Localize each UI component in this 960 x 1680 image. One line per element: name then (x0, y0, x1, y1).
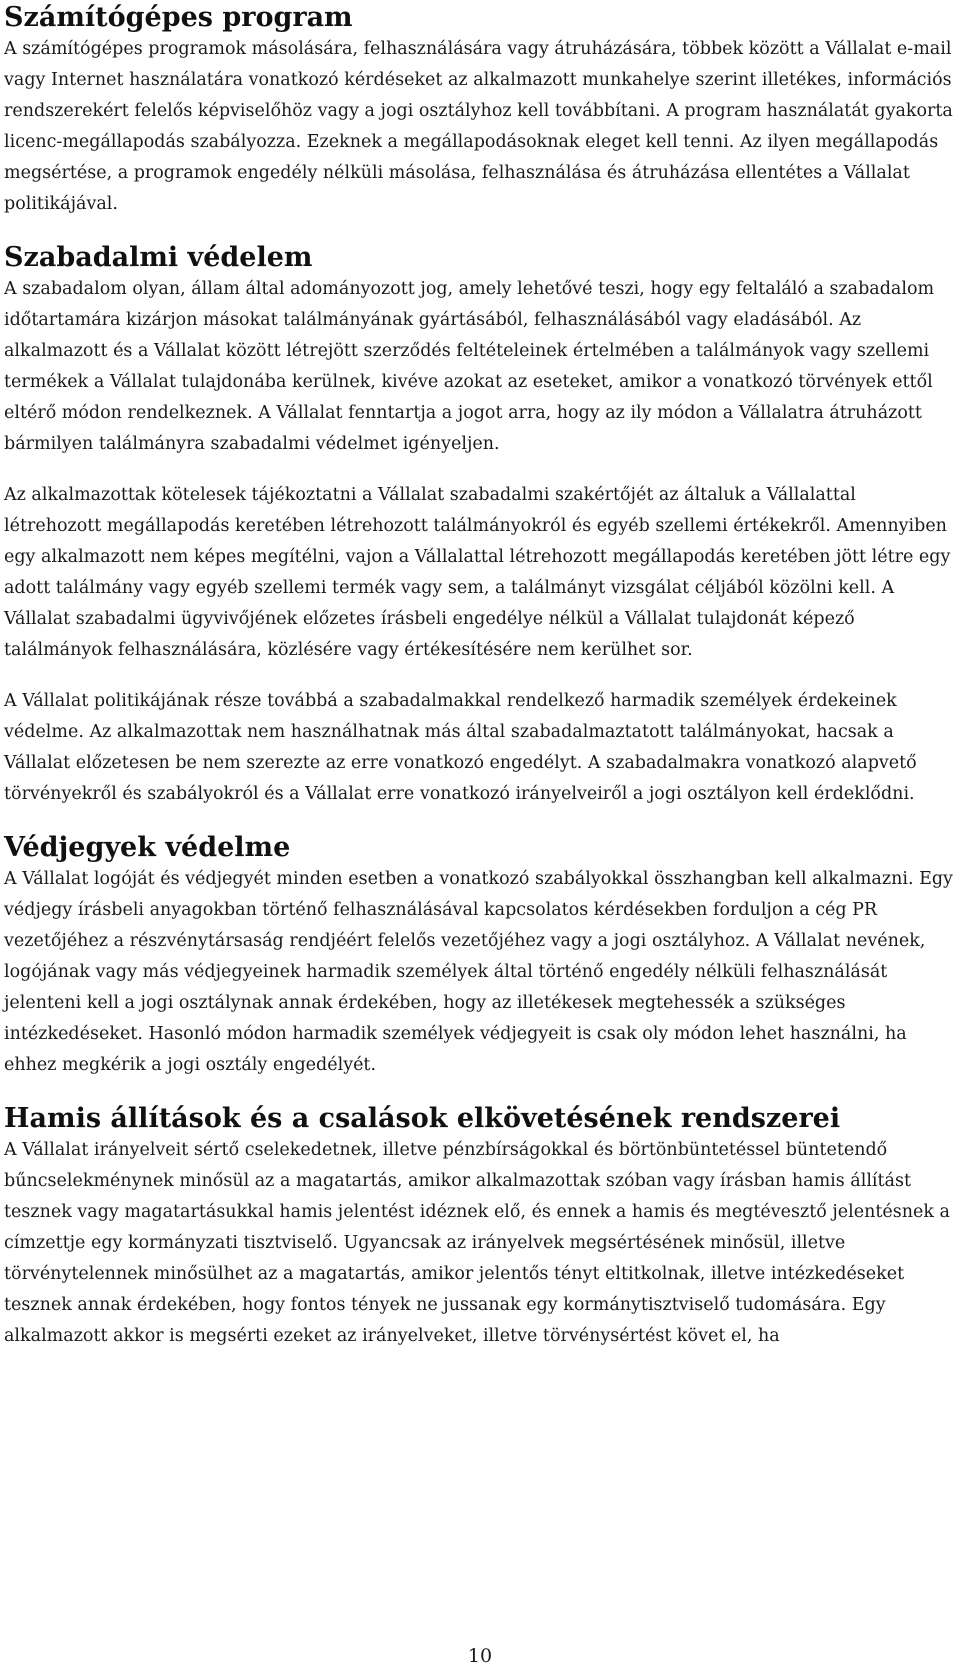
section-heading: Hamis állítások és a csalások elkövetésének rendszerei (4, 1103, 841, 1134)
section-heading: Szabadalmi védelem (4, 242, 313, 273)
section-patent-protection (4, 242, 954, 810)
paragraph: A számítógépes programok másolására, felhasználására vagy átruházására, többek között a Vállalat e-mail vagy Internet használatára vonatkozó kérdéseket az alkalmazott munkahelye szerint illetékes, információs rendszerekért felelős képviselőhöz vagy a jogi osztályhoz kell továbbítani. A program használatát gyakorta licenc-megállapodás szabályozza. Ezeknek a megállapodásoknak eleget kell tenni. Az ilyen megállapodás megsértése, a programok engedély nélküli másolása, felhasználása és átruházása ellentétes a Vállalat politikájával. (4, 39, 953, 214)
section-heading: Számítógépes program (4, 2, 353, 33)
paragraph: Az alkalmazottak kötelesek tájékoztatni a Vállalat szabadalmi szakértőjét az általuk a Vállalattal létrehozott megállapodás keretében létrehozott találmányokról és egyéb szellemi értékekről. Amennyiben egy alkalmazott nem képes megítélni, vajon a Vállalattal létrehozott megállapodás keretében jött létre egy adott találmány vagy egyéb szellemi termék vagy sem, a találmányt vizsgálat céljából közölni kell. A Vállalat szabadalmi ügyvivőjének előzetes írásbeli engedélye nélkül a Vállalat tulajdonát képező találmányok felhasználására, közlésére vagy értékesítésére nem kerülhet sor. (4, 485, 951, 660)
page-number: 10 (467, 1645, 493, 1667)
document-body (4, 2, 954, 1352)
paragraph: A Vállalat logóját és védjegyét minden esetben a vonatkozó szabályokkal összhangban kell alkalmazni. Egy védjegy írásbeli anyagokban történő felhasználásával kapcsolatos kérdésekben forduljon a cég PR vezetőjéhez a részvénytársaság rendjéért felelős vezetőjéhez vagy a jogi osztályhoz. A Vállalat nevének, logójának vagy más védjegyeinek harmadik személyek által történő engedély nélküli felhasználását jelenteni kell a jogi osztálynak annak érdekében, hogy az illetékesek megtehessék a szükséges intézkedéseket. Hasonló módon harmadik személyek védjegyeit is csak oly módon lehet használni, ha ehhez megkérik a jogi osztály engedélyét. (4, 869, 953, 1075)
paragraph: A Vállalat irányelveit sértő cselekedetnek, illetve pénzbírságokkal és börtönbüntetéssel büntetendő bűncselekménynek minősül az a magatartás, amikor alkalmazottak szóban vagy írásban hamis állítást tesznek vagy magatartásukkal hamis jelentést idéznek elő, és ennek a hamis és megtévesztő jelentésnek a címzettje egy kormányzati tisztviselő. Ugyancsak az irányelvek megsértésének minősül, illetve törvénytelennek minősülhet az a magatartás, amikor jelentős tényt eltitkolnak, illetve intézkedéseket tesznek annak érdekében, hogy fontos tények ne jussanak egy kormánytisztviselő tudomására. Egy alkalmazott akkor is megsérti ezeket az irányelveket, illetve törvénysértést követ el, ha (4, 1140, 950, 1346)
paragraph: A szabadalom olyan, állam által adományozott jog, amely lehetővé teszi, hogy egy feltaláló a szabadalom időtartamára kizárjon másokat találmányának gyártásából, felhasználásából vagy eladásából. Az alkalmazott és a Vállalat között létrejött szerződés feltételeinek értelmében a találmányok vagy szellemi termékek a Vállalat tulajdonába kerülnek, kivéve azokat az eseteket, amikor a vonatkozó törvények ettől eltérő módon rendelkeznek. A Vállalat fenntartja a jogot arra, hogy az ily módon a Vállalatra átruházott bármilyen találmányra szabadalmi védelmet igényeljen. (4, 279, 935, 454)
section-software (4, 2, 954, 220)
paragraph: A Vállalat politikájának része továbbá a szabadalmakkal rendelkező harmadik személyek érdekeinek védelme. Az alkalmazottak nem használhatnak más által szabadalmaztatott találmányokat, hacsak a Vállalat előzetesen be nem szerezte az erre vonatkozó engedélyt. A szabadalmakra vonatkozó alapvető törvényekről és szabályokról és a Vállalat erre vonatkozó irányelveiről a jogi osztályon kell érdeklődni. (4, 691, 917, 804)
section-trademark-protection (4, 832, 954, 1081)
section-false-statements (4, 1103, 954, 1352)
section-heading: Védjegyek védelme (4, 832, 291, 863)
